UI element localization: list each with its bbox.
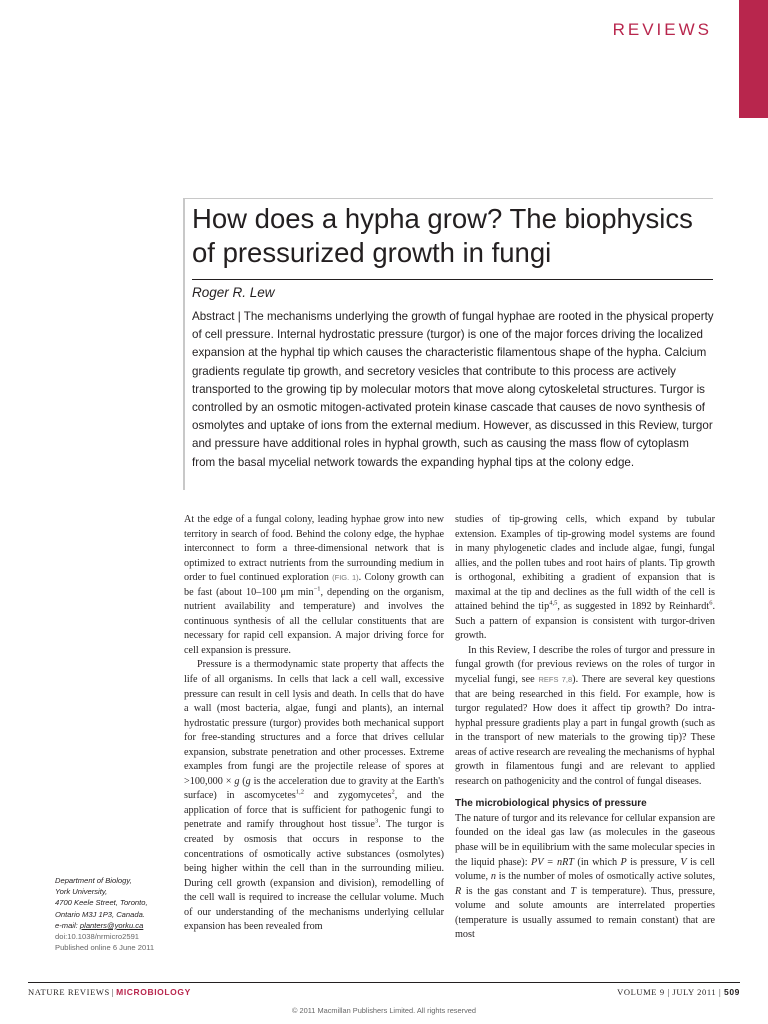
citation-link[interactable]: 4,5 — [549, 599, 558, 607]
doi-text[interactable]: doi:10.1038/nrmicro2591 — [55, 932, 140, 942]
published-date: Published online 6 June 2011 — [55, 943, 155, 953]
footer-journal: NATURE REVIEWS | MICROBIOLOGY — [28, 987, 191, 997]
issue-info: VOLUME 9 | JULY 2011 | — [617, 987, 722, 997]
citation-link[interactable]: 6 — [709, 599, 713, 607]
equation: PV = nRT — [530, 856, 574, 868]
body-column-left — [184, 513, 444, 935]
email-line: e-mail: planters@yorku.ca — [55, 920, 144, 930]
section-color-bar — [739, 0, 768, 118]
title-rule-horizontal — [183, 198, 713, 199]
author-affiliation — [55, 875, 180, 953]
page-number: 509 — [724, 987, 740, 997]
copyright-notice: © 2011 Macmillan Publishers Limited. All rights reserved — [292, 1006, 476, 1015]
body-paragraph: At the edge of a fungal colony, leading hyphae grow into new territory in search of food. Behind the colony edge, the hyphae interconnect to form a three-dimensional network that is optimized to extract nutrients from the surrounding medium in order to fuel continued exploration (FIG. 1). Colony growth can be fast (about 10–100 μm $\min^{-1}$, depending on the organism, nutrient availability and temperature) and involves the continuous synthesis of all the cellular constituents that are necessary for rapid cell expansion. A major driving force for cell expansion is pressure. — [184, 514, 444, 656]
citation-link[interactable]: 1,2 — [295, 789, 304, 796]
body-paragraph: studies of tip-growing cells, which expand by tubular extension. Examples of tip-growing model systems are found in many phylogenetic clades and include algae, fungi, fungal allies, and the pollen tubes and root hairs of plants. Tip growth is orthogonal, exhibiting a gradient of expansion that is maximal at the tip and declines as the full width of the cell is attained behind the tip$^{4,5}$, as suggested in 1892 by Reinhardt$^6$. Such a pattern of expansion is consistent with turgor-driven growth. — [455, 514, 716, 642]
body-column-right — [455, 513, 715, 943]
footer-issue — [617, 987, 740, 997]
citation-link[interactable]: 3 — [374, 818, 379, 826]
body-paragraph: The nature of turgor and its relevance for cellular expansion are founded on the ideal gas law (as molecules in the gaseous phase will be in equilibrium with the same molecular species in the liquid phase): PV = nRT (in which P is pressure, V is cell volume, n is the number of moles of osmotically active solutes, R is the gas constant and T is temperature). Thus, pressure, volume and solute amounts are interrelated properties (temperature is usually assumed to remain constant) that are most — [455, 812, 716, 941]
email-link[interactable]: planters@yorku.ca — [79, 920, 144, 930]
affiliation-line: Department of Biology, — [55, 876, 132, 885]
article-author: Roger R. Lew — [192, 285, 275, 300]
references-link[interactable]: REFS 7,8 — [538, 675, 573, 685]
article-abstract: Abstract | The mechanisms underlying the growth of fungal hyphae are rooted in the physical property of cell pressure. Internal hydrostatic pressure (turgor) is one of the major forces driving the localized expansion at the hyphal tip which causes the characteristic filamentous shape of the hypha. Calcium gradients regulate tip growth, and secretory vesicles that contribute to this process are actively transported to the growing tip by molecular motors that move along cytoskeletal structures. Turgor is controlled by an osmotic mitogen-activated protein kinase cascade that causes de novo synthesis of osmolytes and uptake of ions from the external medium. However, as discussed in this Review, turgor and pressure have additional roles in hyphal growth, such as causing the mass flow of cytoplasm from the basal mycelial network towards the expanding hyphal tips at the colony edge. — [192, 310, 714, 469]
citation-link[interactable]: 2 — [391, 789, 395, 796]
journal-subject: MICROBIOLOGY — [116, 987, 191, 997]
affiliation-line: York University, — [55, 887, 108, 897]
journal-name: NATURE REVIEWS — [28, 987, 110, 997]
section-subheading: The microbiological physics of pressure — [455, 798, 647, 810]
title-rule-vertical — [183, 198, 185, 490]
figure-reference-link[interactable]: (FIG. 1) — [332, 573, 359, 583]
affiliation-line: 4700 Keele Street, Toronto, — [55, 898, 148, 908]
article-title: How does a hypha grow? The biophysics of pressurized growth in fungi — [192, 203, 693, 268]
title-divider — [192, 279, 713, 280]
affiliation-line: Ontario M3J 1P3, Canada. — [55, 909, 145, 919]
section-label: REVIEWS — [612, 20, 712, 39]
body-paragraph: In this Review, I describe the roles of turgor and pressure in fungal growth (for previous reviews on the roles of turgor in mycelial fungi, see REFS 7,8). There are several key questions that are being researched in this field. For example, how is turgor regulated? How does it affect tip growth? Do intra-hyphal pressure gradients play a part in fungal growth (such as in the transport of new materials to the growing tip)? These areas of active research are revealing the mechanisms of hyphal growth in filamentous fungi and are relevant to applied research on pathogenicity and the control of fungal diseases. — [455, 644, 715, 787]
body-paragraph: Pressure is a thermodynamic state property that affects the life of all organisms. In cells that lack a cell wall, excessive pressure can result in cell lysis and death. In cells that do have a wall (most bacteria, algae, fungi and plants), an internal hydrostatic pressure (turgor) provides both mechanical support for free-standing structures and a force that drives cellular expansion, substrate penetration and other processes. Extreme examples from fungi are the projectile release of spores at >100,000 × g (g is the acceleration due to gravity at the Earth's surface) in ascomycetes$^{1,2}$ and zygomycetes$^2$, and the application of force that is sufficient for pathogenic fungi to penetrate and ramify throughout host tissue$^3$. The turgor is created by osmosis that occurs in response to the concentrations of osmotically active substances (osmolytes) being higher within the cell than in the surrounding milieu. During cell growth (expansion and division), remodelling of the cell wall is required to increase the cellular volume. Much of our understanding of the mechanisms underlying cellular expansion has been revealed from — [184, 659, 444, 933]
footer-divider — [28, 982, 740, 983]
